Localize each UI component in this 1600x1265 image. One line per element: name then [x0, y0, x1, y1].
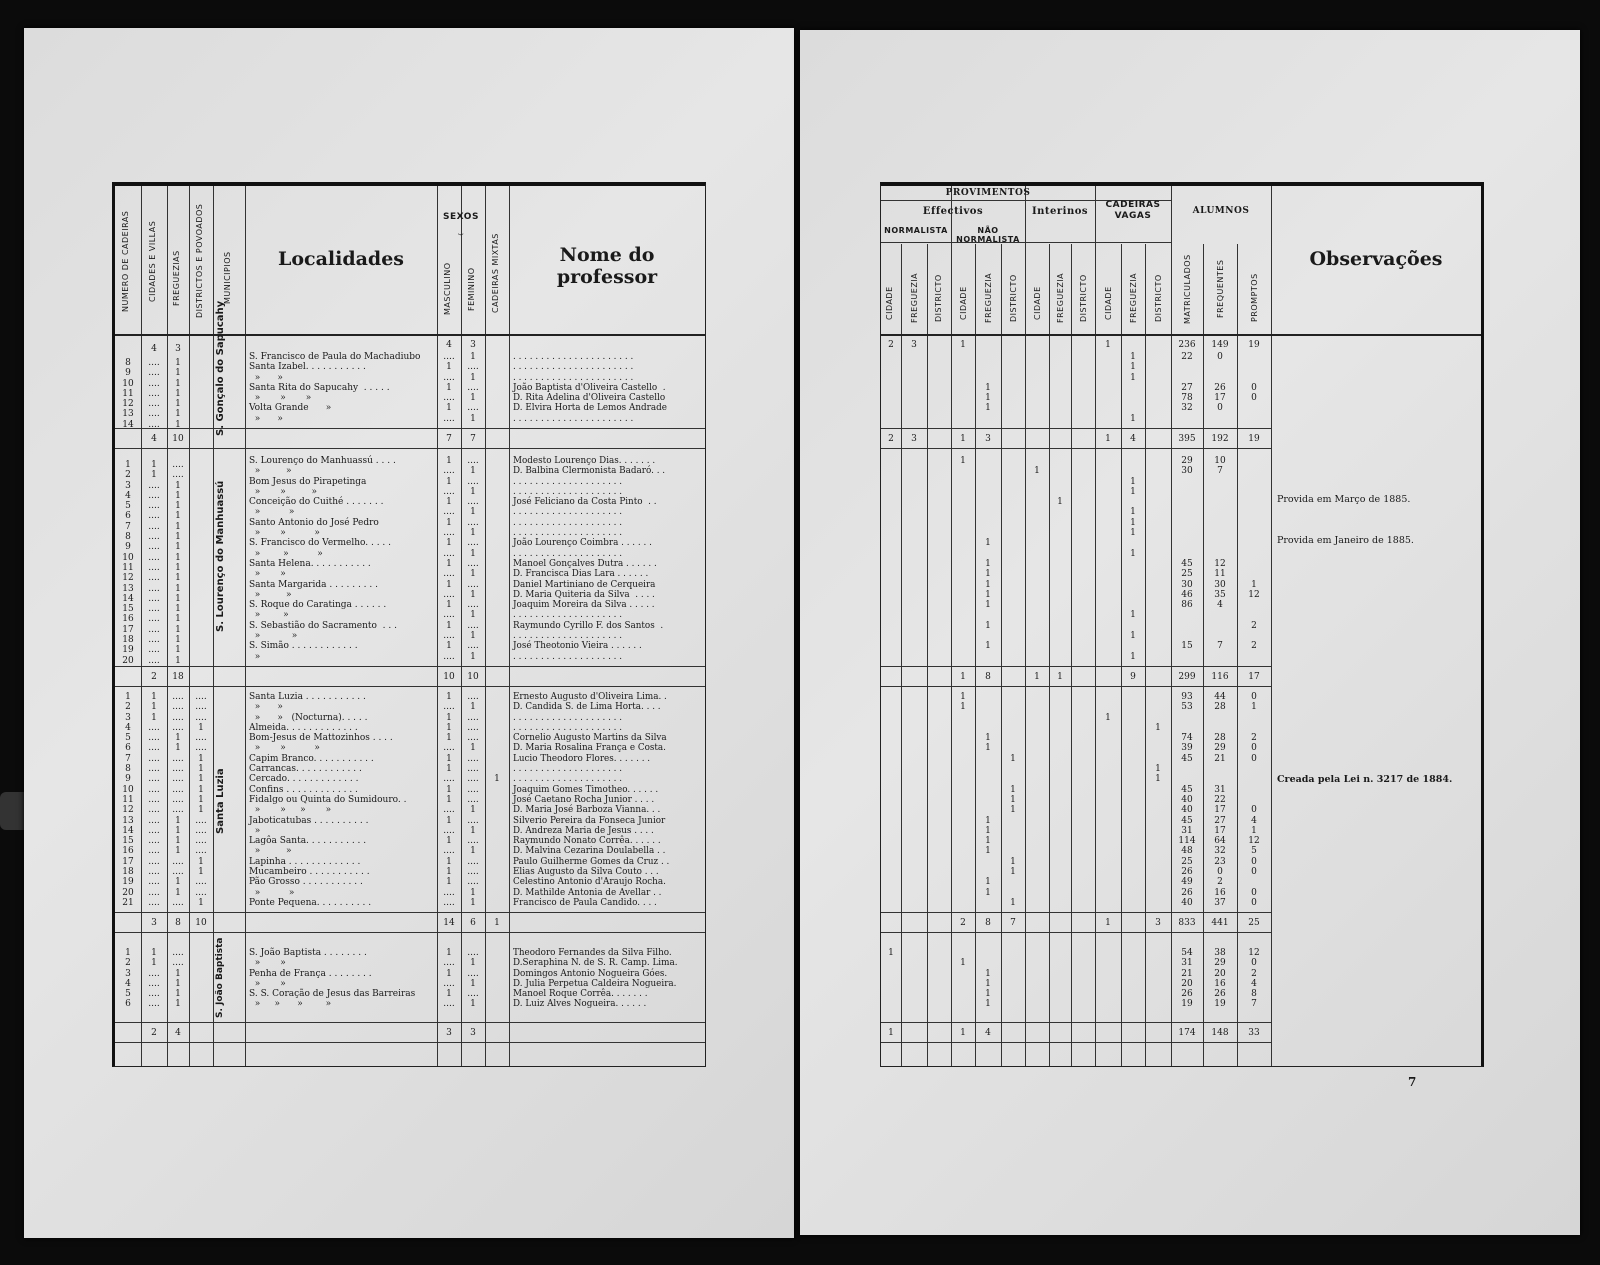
s3-total-masc: 14 [443, 918, 455, 928]
header-nn-districto: DISTRICTO [1009, 274, 1018, 322]
s1-freguezias: 1 1 1 1 1 1 1 [175, 358, 181, 430]
r1-total-nn-cidade: 1 [960, 434, 966, 444]
s1-fem: 1 .... 1 .... 1 .... 1 [467, 352, 479, 424]
r2-matric: 29 30 45 25 30 46 86 15 [1181, 456, 1193, 652]
s4-municipio: S. João Baptista [215, 937, 225, 1018]
obs-provida-janeiro: Provida em Janeiro de 1885. [1277, 535, 1414, 546]
header-provimentos: PROVIMENTOS [945, 188, 1031, 198]
r1-top-prompt: 19 [1248, 340, 1260, 350]
r1-total-cidade: 2 [888, 434, 894, 444]
s2-fem: .... 1 .... 1 .... 1 .... 1 .... 1 .... 1 .... 1 .... 1 .... 1 .... 1 [467, 456, 479, 662]
r3-nn-cidade: 1 1 [960, 692, 966, 713]
r1-total-matric: 395 [1178, 434, 1196, 444]
obs-creada-lei: Creada pela Lei n. 3217 de 1884. [1277, 774, 1453, 785]
s3-professores: Ernesto Augusto d'Oliveira Lima. . D. Candida S. de Lima Horta. . . . . . . . . . . . . . . . . . . . . . . . . . . . . . . . . . . . . . . . . . . . Cornelio Augusto Martins da Silva D. Maria Rosalina França e Costa. Lucio Theodoro Flores. . . . . . . . . . . . . . . . . . . . . . . . . . . . . . . . . . . . . . . . . . . . . . . Joaquim Gomes Timotheo. . . . . . José Caetano Rocha Junior . . . . D. Maria José Barboza Vianna. . . Silverio Pereira da Fonseca Junior D. Andreza Maria de Jesus . . . . Raymundo Nonato Corrêa. . . . . . D. Malvina Cezarina Doulabella . . Paulo Guilherme Gomes da Cruz . . Elias Augusto da Silva Couto . . . Celestino Antonio d'Araujo Rocha. D. Mathilde Antonia de Avellar . . Francisco de Paula Candido. . . . [513, 692, 670, 908]
header-districtos: DISTRICTOS E POVOADOS [195, 203, 204, 319]
r2-freq: 10 7 12 11 30 35 4 7 [1214, 456, 1226, 652]
r3-total-v-dist: 3 [1155, 918, 1161, 928]
r1-top-matric: 236 [1178, 340, 1196, 350]
r2-nn-cidade: 1 [960, 456, 966, 466]
r2-total-i-freg: 1 [1057, 672, 1063, 682]
s4-total-cidades: 2 [151, 1028, 157, 1038]
s3-cidades: 1 1 1 .... .... .... .... .... .... .... .... .... .... .... .... .... .... .... .... .... .... [148, 692, 160, 908]
r4-nn-cidade: 1 [960, 958, 966, 969]
left-table [112, 182, 706, 1067]
s2-total-fem: 10 [467, 672, 479, 682]
r2-total-v-freg: 9 [1130, 672, 1136, 682]
s2-total-masc: 10 [443, 672, 455, 682]
r3-prompt: 0 1 2 0 0 0 4 1 12 5 0 0 0 0 [1248, 692, 1260, 908]
header-v-districto: DISTRICTO [1154, 274, 1163, 322]
s3-freguezias: .... .... .... .... 1 1 .... .... .... .... .... .... 1 1 1 1 .... .... 1 1 .... [172, 692, 184, 908]
header-municipios: MUNICIPIOS [223, 251, 232, 305]
r1-top-nn-cidade: 1 [960, 340, 966, 350]
obs-provida-marco: Provida em Março de 1885. [1277, 494, 1411, 505]
s1-top-fem: 3 [470, 340, 476, 350]
header-observacoes: Observações [1309, 248, 1443, 270]
header-localidades: Localidades [277, 248, 404, 270]
s1-total-fem: 7 [470, 434, 476, 444]
header-freguezias: FREGUEZIAS [172, 250, 181, 306]
r2-total-matric: 299 [1178, 672, 1196, 682]
r3-v-cidade: 1 [1105, 712, 1111, 723]
s1-top-masc: 4 [446, 340, 452, 350]
r2-total-nn-cidade: 1 [960, 672, 966, 682]
s3-total-districtos: 10 [195, 918, 207, 928]
r3-total-nn-freg: 8 [985, 918, 991, 928]
r3-v-districto: 1 1 1 [1155, 722, 1161, 785]
s3-masc: 1 .... 1 1 1 .... 1 1 .... 1 1 .... 1 .... 1 .... 1 1 1 .... .... [443, 692, 455, 908]
r1-total-freq: 192 [1211, 434, 1229, 444]
header-frequentes: FREQUENTES [1216, 259, 1225, 319]
r2-prompt: 1 12 2 2 [1248, 579, 1260, 652]
s2-freguezias: .... .... 1 1 1 1 1 1 1 1 1 1 1 1 1 1 1 1 1 1 [172, 460, 184, 666]
r2-i-cidade: 1 [1034, 466, 1040, 477]
s2-professores: Modesto Lourenço Dias. . . . . . . D. Balbina Clermonista Badaró. . . . . . . . . . . . . . . . . . . . . . . . . . . . . . . . . . . . . . . . . . . José Feliciano da Costa Pinto . . . . . . . . . . . . . . . . . . . . . . . . . . . . . . . . . . . . . . . . . . . . . . . . . . . . . . . . . . . . . . João Lourenço Coimbra . . . . . . . . . . . . . . . . . . . . . . . . . . Manoel Gonçalves Dutra . . . . . . D. Francisca Dias Lara . . . . . . Daniel Martiniano de Cerqueira D. Maria Quiteria da Silva . . . . Joaquim Moreira da Silva . . . . . . . . . . . . . . . . . . . . . . . . . Raymundo Cyrillo F. dos Santos . . . . . . . . . . . . . . . . . . . . . José Theotonio Vieira . . . . . . . . . . . . . . . . . . . . . . . . . . [513, 456, 666, 662]
header-n-freguezia: FREGUEZIA [910, 272, 919, 324]
r1-top-freguezia: 3 [911, 340, 917, 350]
s3-total-cidades: 3 [151, 918, 157, 928]
header-v-freguezia: FREGUEZIA [1129, 272, 1138, 324]
r2-total-prompt: 17 [1248, 672, 1260, 682]
r4-total-matric: 174 [1178, 1028, 1196, 1038]
r1-total-v-cidade: 1 [1105, 434, 1111, 444]
r3-total-freq: 441 [1211, 918, 1229, 928]
s4-total-fem: 3 [470, 1028, 476, 1038]
s4-cidades: 1 1 .... .... .... .... [148, 948, 160, 1010]
r2-total-i-cidade: 1 [1034, 672, 1040, 682]
r4-total-cidade: 1 [888, 1028, 894, 1038]
s4-total-freguezias: 4 [175, 1028, 181, 1038]
header-i-cidade: CIDADE [1033, 286, 1042, 320]
header-nome-professor: Nome do professor [556, 244, 658, 288]
r1-nn-freguezia: 1 1 1 [985, 382, 991, 414]
header-cidades-villas: CIDADES E VILLAS [148, 220, 157, 302]
header-n-cidade: CIDADE [885, 286, 894, 320]
r3-nn-districto: 1 1 1 1 1 1 1 [1010, 753, 1016, 908]
s4-numbers: 1 2 3 4 5 6 [125, 948, 131, 1010]
s1-masc: .... 1 .... 1 .... 1 .... [443, 352, 455, 424]
s3-municipio: Santa Luzia [215, 768, 226, 834]
s1-total-cidades: 4 [151, 434, 157, 444]
s1-total-freguezias: 10 [172, 434, 184, 444]
header-effectivos: Effectivos [922, 206, 984, 217]
header-alumnos: ALUMNOS [1192, 206, 1250, 216]
r4-freq: 38 29 20 16 26 19 [1214, 948, 1226, 1010]
r4-total-nn-freg: 4 [985, 1028, 991, 1038]
s1-top-cidades: 4 [151, 344, 157, 354]
r4-total-nn-cidade: 1 [960, 1028, 966, 1038]
header-sexos: SEXOS [443, 212, 479, 222]
right-table [880, 182, 1484, 1067]
r4-total-prompt: 33 [1248, 1028, 1260, 1038]
header-normalista: NORMALISTA [884, 226, 948, 235]
header-numero-cadeiras: NUMERO DE CADEIRAS [121, 210, 130, 312]
header-promptos: PROMPTOS [1250, 273, 1259, 323]
s3-localidades: Santa Luzia . . . . . . . . . . . » » » » (Nocturna). . . . . Almeida. . . . . . . . . . . . . Bom-Jesus de Mattozinhos . . . . » » » Capim Branco. . . . . . . . . . . Carrancas. . . . . . . . . . . . Cercado. . . . . . . . . . . . . Confins . . . . . . . . . . . . . Fidalgo ou Quinta do Sumidouro. . » » » » Jaboticatubas . . . . . . . . . . » Lagôa Santa. . . . . . . . . . . » » Lapinha . . . . . . . . . . . . . Mucambeiro . . . . . . . . . . . Pão Grosso . . . . . . . . . . . » » Ponte Pequena. . . . . . . . . . [249, 692, 407, 908]
r2-total-nn-freg: 8 [985, 672, 991, 682]
r1-v-freguezia: 1 1 1 1 [1130, 352, 1136, 424]
s4-masc: 1 .... 1 .... 1 .... [443, 948, 455, 1010]
r4-matric: 54 31 21 20 26 19 [1181, 948, 1193, 1010]
s1-cidades: .... .... .... .... .... .... .... [148, 358, 160, 430]
header-cadeiras-mixtas: CADEIRAS MIXTAS [491, 233, 500, 313]
s3-fem: .... 1 .... .... .... 1 .... .... .... .... .... 1 .... 1 .... 1 .... .... .... 1 1 [467, 692, 479, 908]
r1-matric: 22 27 78 32 [1181, 352, 1193, 414]
r1-top-freq: 149 [1211, 340, 1229, 350]
r4-cidade: 1 [888, 948, 894, 958]
r2-i-freguezia: 1 [1057, 497, 1063, 508]
r1-top-v-cidade: 1 [1105, 340, 1111, 350]
r1-top-cidade: 2 [888, 340, 894, 350]
r1-total-freguezia: 3 [911, 434, 917, 444]
header-nao-normalista: NÃO NORMALISTA [956, 226, 1020, 244]
r3-total-nn-dist: 7 [1010, 918, 1016, 928]
s4-freguezias: .... .... 1 1 1 1 [172, 948, 184, 1010]
header-interinos: Interinos [1031, 206, 1089, 217]
r3-total-prompt: 25 [1248, 918, 1260, 928]
s1-localidades: S. Francisco de Paula do Machadiubo Santa Izabel. . . . . . . . . . . » » Santa Rita do Sapucahy . . . . . » » » Volta Grande » » » [249, 352, 421, 424]
s3-numbers: 1 2 3 4 5 6 7 8 9 10 11 12 13 14 15 16 17 18 19 20 21 [122, 692, 134, 908]
s3-total-freguezias: 8 [175, 918, 181, 928]
r3-freq: 44 28 28 29 21 31 22 17 27 17 64 32 23 0 2 16 37 [1214, 692, 1226, 908]
s2-masc: 1 .... 1 .... 1 .... 1 .... 1 .... 1 .... 1 .... 1 .... 1 .... 1 .... [443, 456, 455, 662]
page-number: 7 [1408, 1075, 1417, 1089]
s2-numbers: 1 2 3 4 5 6 7 8 9 10 11 12 13 14 15 16 17 18 19 20 [122, 460, 134, 666]
s4-localidades: S. João Baptista . . . . . . . . » » Penha de França . . . . . . . . » » S. S. Coração de Jesus das Barreiras » » » » [249, 948, 416, 1010]
header-nn-cidade: CIDADE [959, 286, 968, 320]
s1-professores: . . . . . . . . . . . . . . . . . . . . . . . . . . . . . . . . . . . . . . . . . . . . . . . . . . . . . . . . . . . . . . . . . . João Baptista d'Oliveira Castello . D. Rita Adelina d'Oliveira Castello D. Elvira Horta de Lemos Andrade . . . . . . . . . . . . . . . . . . . . . . [513, 352, 667, 424]
r1-freq: 0 26 17 0 [1214, 352, 1226, 414]
r3-total-v-cidade: 1 [1105, 918, 1111, 928]
s3-total-fem: 6 [470, 918, 476, 928]
s4-fem: .... 1 .... 1 .... 1 [467, 948, 479, 1010]
r1-total-nn-freg: 3 [985, 434, 991, 444]
header-i-freguezia: FREGUEZIA [1056, 272, 1065, 324]
header-masculino: MASCULINO [443, 262, 452, 316]
s2-localidades: S. Lourenço do Manhuassú . . . . » » Bom Jesus do Pirapetinga » » » Conceição do Cuithé . . . . . . . » » Santo Antonio do José Pedro » » » S. Francisco do Vermelho. . . . . » » » Santa Helena. . . . . . . . . . . » » Santa Margarida . . . . . . . . . » » S. Roque do Caratinga . . . . . . » » S. Sebastião do Sacramento . . . » » S. Simão . . . . . . . . . . . . » [249, 456, 397, 662]
s1-total-masc: 7 [446, 434, 452, 444]
s3-total-mixtas: 1 [494, 918, 500, 928]
header-n-districto: DISTRICTO [934, 274, 943, 322]
s1-municipio: S. Gonçalo do Sapucahy [215, 300, 226, 436]
r4-total-freq: 148 [1211, 1028, 1229, 1038]
r4-prompt: 12 0 2 4 8 7 [1248, 948, 1260, 1010]
r1-total-prompt: 19 [1248, 434, 1260, 444]
header-i-districto: DISTRICTO [1079, 274, 1088, 322]
r3-total-nn-cidade: 2 [960, 918, 966, 928]
s2-total-freguezias: 18 [172, 672, 184, 682]
r3-total-matric: 833 [1178, 918, 1196, 928]
s3-mixtas: 1 [494, 774, 500, 785]
sexos-brace: ⏟ [458, 226, 464, 236]
header-nn-freguezia: FREGUEZIA [984, 272, 993, 324]
r2-nn-freguezia: 1 1 1 1 1 1 1 1 [985, 538, 991, 652]
header-cadeiras-vagas: CADEIRAS VAGAS [1105, 200, 1161, 221]
s4-total-masc: 3 [446, 1028, 452, 1038]
r2-total-freq: 116 [1211, 672, 1229, 682]
header-v-cidade: CIDADE [1104, 286, 1113, 320]
r3-matric: 93 53 74 39 45 45 40 40 45 31 114 48 25 26 49 26 40 [1178, 692, 1196, 908]
s3-districtos: .... .... .... 1 .... .... 1 1 1 1 1 1 .... .... .... .... 1 1 .... .... 1 [195, 692, 207, 908]
s2-total-cidades: 2 [151, 672, 157, 682]
s2-municipio: S. Lourenço do Manhuassú [215, 480, 226, 632]
s1-numbers: 8 9 10 11 12 13 14 [122, 358, 134, 430]
r1-total-v-freg: 4 [1130, 434, 1136, 444]
r3-nn-freguezia: 1 1 1 1 1 1 1 1 [985, 733, 991, 898]
header-matriculados: MATRICULADOS [1183, 254, 1192, 324]
s4-professores: Theodoro Fernandes da Silva Filho. D.Seraphina N. de S. R. Camp. Lima. Domingos Antonio Nogueira Góes. D. Julia Perpetua Caldeira Nogueira. Manoel Roque Corrêa. . . . . . . D. Luiz Alves Nogueira. . . . . . [513, 948, 678, 1010]
r2-v-freguezia: 1 1 1 1 1 1 1 1 1 [1130, 476, 1136, 662]
s1-top-freguezias: 3 [175, 344, 181, 354]
header-feminino: FEMININO [467, 267, 476, 311]
r4-nn-freguezia: 1 1 1 1 [985, 968, 991, 1010]
r1-prompt: 0 0 [1251, 382, 1257, 404]
s2-cidades: 1 1 .... .... .... .... .... .... .... .... .... .... .... .... .... .... .... .... .... .... [148, 460, 160, 666]
